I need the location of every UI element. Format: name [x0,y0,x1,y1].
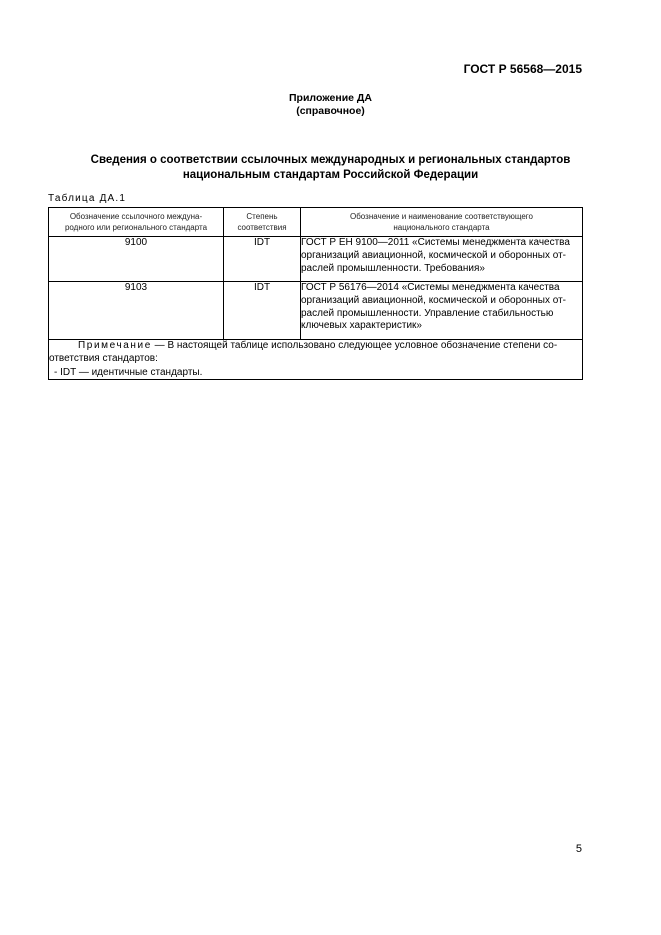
header-national-standard: Обозначение и наименование соответствующего национального стандарта [301,208,583,237]
page-number: 5 [575,843,582,855]
table-header-row [49,208,583,237]
note-text: — В настоящей таблице использовано следующее условное обозначение степени со-ответствия стандартов: [49,340,558,364]
cell-degree: IDT [224,237,301,282]
cell-reference: 9103 [49,282,224,340]
cell-national-standard: ГОСТ Р 56176—2014 «Системы менеджмента качества организаций авиационной, космической и оборонных от- раслей промышленности. Управление стабильностью ключевых характеристик» [301,282,583,340]
table-row [49,282,583,340]
header-reference-standard: Обозначение ссылочного междуна- родного или регионального стандарта [49,208,224,237]
note-item: - IDT — идентичные стандарты. [54,366,203,378]
table-note [49,340,583,380]
standards-table [48,207,583,380]
appendix-heading [0,92,661,118]
cell-degree: IDT [224,282,301,340]
document-code: ГОСТ Р 56568—2015 [463,62,582,76]
cell-reference: 9100 [49,237,224,282]
table-note-row [49,340,583,380]
table-row [49,237,583,282]
cell-national-standard: ГОСТ Р ЕН 9100—2011 «Системы менеджмента качества организаций авиационной, космической и оборонных от- раслей промышленности. Требования» [301,237,583,282]
table-label: Таблица ДА.1 [48,193,127,204]
note-keyword: Примечание [78,340,152,351]
appendix-title: Приложение ДА [289,92,372,104]
section-title [0,153,661,183]
section-title-line: Сведения о соответствии ссылочных международных и региональных стандартов [90,154,571,166]
header-degree: Степень соответствия [224,208,301,237]
appendix-subtitle: (справочное) [296,105,365,117]
section-title-line: национальным стандартам Российской Федерации [182,169,479,181]
